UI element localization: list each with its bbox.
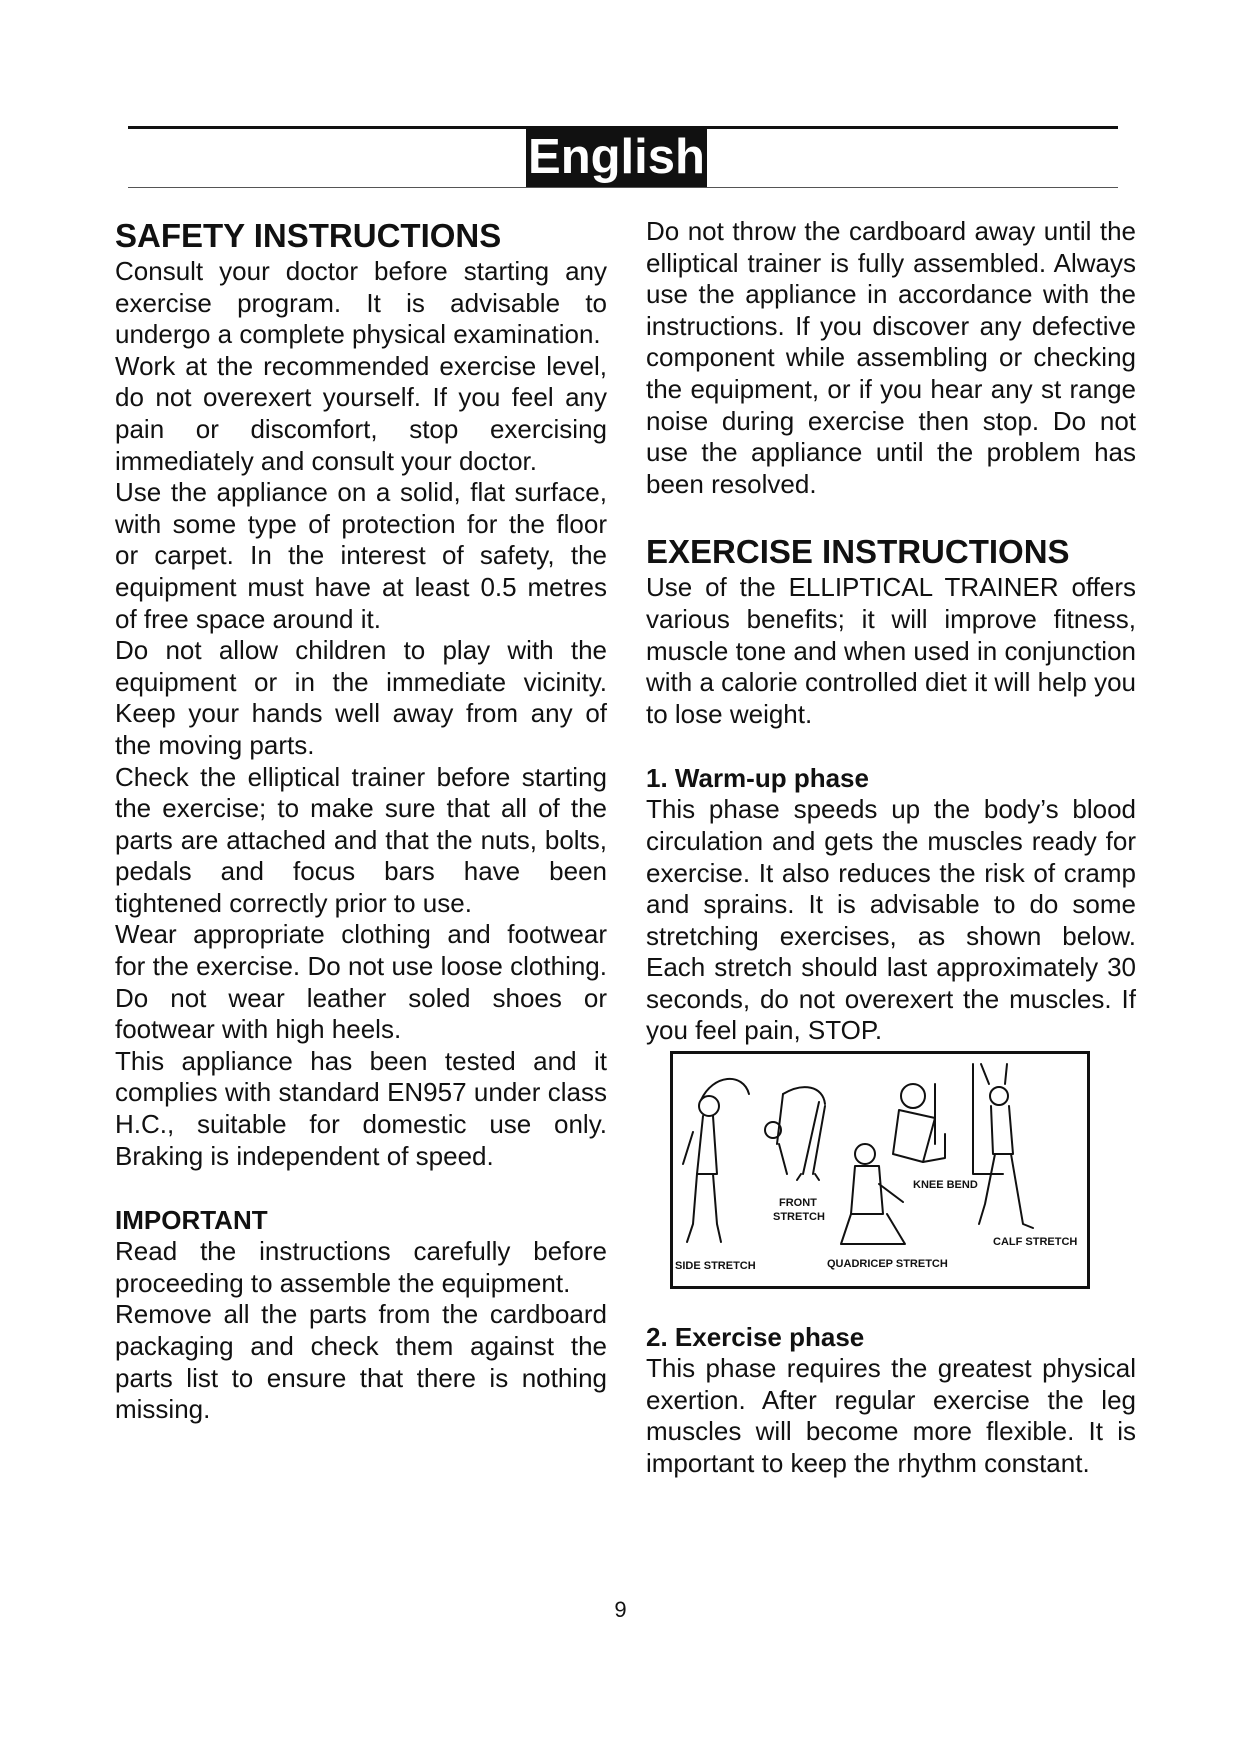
stretching-figure [670,1051,1090,1289]
safety-paragraph: Use the appliance on a solid, flat surface, with some type of protection for the floor or carpet. In the interest of safety, the equipment must have at least 0.5 metres of free space around it. [115,477,607,634]
important-paragraph: Read the instructions carefully before proceeding to assemble the equipment. [115,1236,607,1298]
safety-paragraph: Check the elliptical trainer before starting the exercise; to make sure that all of the parts are attached and that the nuts, bolts, pedals and focus bars have been tightened correctly prior to use. [115,761,607,918]
stretching-illustration [673,1054,1087,1286]
side-stretch-label: SIDE STRETCH [675,1260,756,1273]
safety-title: SAFETY INSTRUCTIONS [115,217,502,254]
calf-stretch-figure [973,1064,1033,1228]
calf-stretch-label: CALF STRETCH [993,1236,1078,1249]
quad-stretch-figure [841,1144,905,1244]
quad-stretch-label: QUADRICEP STRETCH [827,1258,948,1271]
header-rule-bottom [128,187,1118,188]
left-column [115,216,607,1426]
right-column [646,216,1136,1479]
warmup-paragraph: This phase speeds up the body’s blood circulation and gets the muscles ready for exercise. It also reduces the risk of cramp and sprains. It is advisable to do some stretching exercises, as shown below. Each stretch should last approximately 30 seconds, do not overexert the muscles. If you feel pain, STOP. [646,794,1136,1046]
front-stretch-figure [765,1087,825,1180]
safety-paragraph: Consult your doctor before starting any exercise program. It is advisable to undergo a complete physical examination. [115,256,607,350]
safety-paragraph: This appliance has been tested and it complies with standard EN957 under class H.C., suitable for domestic use only. Braking is independent of speed. [115,1045,607,1171]
warmup-title: 1. Warm-up phase [646,763,869,794]
side-stretch-figure [683,1079,749,1242]
important-paragraph: Remove all the parts from the cardboard packaging and check them against the parts list to ensure that there is nothing missing. [115,1299,607,1425]
knee-bend-figure [893,1084,945,1162]
page-number: 9 [614,1597,627,1622]
safety-paragraph: Do not allow children to play with the equipment or in the immediate vicinity. Keep your hands well away from any of the moving parts. [115,635,607,760]
language-badge: English [526,128,707,187]
front-stretch-label-line1: FRONT [779,1197,817,1210]
safety-paragraph: Wear appropriate clothing and footwear for the exercise. Do not use loose clothing. Do not wear leather soled shoes or footwear with high heels. [115,919,607,1045]
exercise-phase-paragraph: This phase requires the greatest physical exertion. After regular exercise the leg muscles will become more flexible. It is important to keep the rhythm constant. [646,1353,1136,1478]
front-stretch-label-line2: STRETCH [773,1211,825,1224]
knee-bend-label: KNEE BEND [913,1179,978,1192]
intro-paragraph: Do not throw the cardboard away until the elliptical trainer is fully assembled. Always use the appliance in accordance with the instructions. If you discover any defective component while assembling or checking the equipment, or if you hear any st range noise during exercise then stop. Do not use the appliance until the problem has been resolved. [646,216,1136,499]
exercise-title: EXERCISE INSTRUCTIONS [646,533,1070,571]
safety-paragraph: Work at the recommended exercise level, do not overexert yourself. If you feel any pain or discomfort, stop exercising immediately and consult your doctor. [115,350,607,476]
exercise-phase-title: 2. Exercise phase [646,1322,865,1353]
important-title: IMPORTANT [115,1205,268,1236]
exercise-paragraph: Use of the ELLIPTICAL TRAINER offers various benefits; it will improve fitness, muscle tone and when used in conjunction with a calorie controlled diet it will help you to lose weight. [646,572,1136,729]
